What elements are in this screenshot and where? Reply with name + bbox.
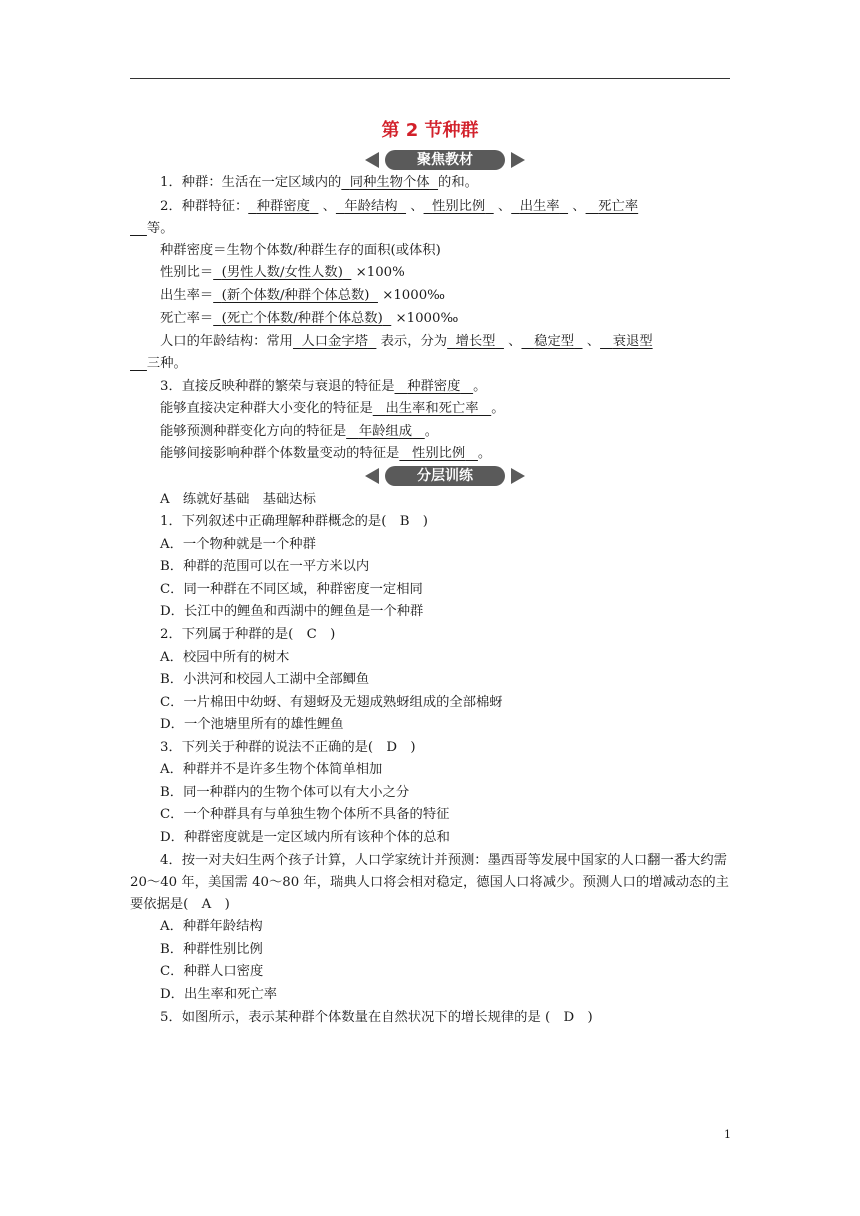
sex-ratio-formula: 性别比＝ (男性人数/女性人数) ×100% [160,265,405,280]
question-2: 2．下列属于种群的是( C ) [160,627,336,642]
blank-answer: 死亡率 [598,199,639,214]
blank-answer: 同种生物个体 [349,175,430,190]
focus-item-3d: 能够间接影响种群个体数量变动的特征是 性别比例 。 [160,446,492,461]
option: C．种群人口密度 [160,964,264,979]
focus-item-3c: 能够预测种群变化方向的特征是 年龄组成 。 [160,424,439,439]
option: D．出生率和死亡率 [160,987,278,1002]
age-structure-line: 人口的年龄结构：常用 人口金字塔 表示，分为 增长型 、 稳定型 、 衰退型 [160,334,653,349]
level-heading: A 练就好基础 基础达标 [160,492,316,507]
focus-item-2: 2．种群特征： 种群密度 、 年龄结构 、 性别比例 、 出生率 、 死亡率 [160,199,639,214]
option: A．校园中所有的树木 [160,650,290,665]
option: D．长江中的鲤鱼和西湖中的鲤鱼是一个种群 [160,604,424,619]
left-arrow-icon [365,152,379,168]
focus-item-1: 1．种群：生活在一定区域内的 同种生物个体 的和。 [160,175,478,190]
birth-rate-formula: 出生率＝ (新个体数/种群个体总数) ×1000‰ [160,288,446,303]
header-rule [130,78,730,79]
right-arrow-icon [511,152,525,168]
banner-label: 分层训练 [385,466,505,486]
blank-answer: 种群密度 [256,199,310,214]
age-structure-cont: 三种。 [146,356,187,371]
blank-answer: 人口金字塔 [301,334,368,349]
option: A．种群年龄结构 [160,919,263,934]
blank-answer: 增长型 [455,334,496,349]
banner-label: 聚焦教材 [385,150,505,170]
blank-answer: 性别比例 [412,446,466,461]
question-3: 3．下列关于种群的说法不正确的是( D ) [160,740,416,755]
left-arrow-icon [365,468,379,484]
option: A．种群并不是许多生物个体简单相加 [160,762,383,777]
blank-answer: 衰退型 [612,334,653,349]
option: C．一个种群具有与单独生物个体所不具备的特征 [160,807,450,822]
blank-answer: 稳定型 [534,334,575,349]
page-number: 1 [724,1128,731,1141]
blank-answer: (男性人数/女性人数) [221,265,343,280]
question-1: 1．下列叙述中正确理解种群概念的是( B ) [160,514,428,529]
blank-answer: (死亡个体数/种群个体总数) [221,311,383,326]
blank-answer: 出生率和死亡率 [385,401,479,416]
density-formula: 种群密度＝生物个体数/种群生存的面积(或体积) [160,243,441,258]
blank-answer: 性别比例 [432,199,486,214]
page-title: 第 2 节种群 [381,120,479,141]
blank-answer: 年龄组成 [358,424,413,439]
focus-item-3b: 能够直接决定种群大小变化的特征是 出生率和死亡率 。 [160,401,505,416]
question-4: 4．按一对夫妇生两个孩子计算，人口学家统计并预测：墨西哥等发展中国家的人口翻一番大约需 20～40 年，美国需 40～80 年，瑞典人口将会相对稳定，德国人口将减少。预测人口的增减动态的主要依据是( A ) [130,853,729,912]
option: D．一个池塘里所有的雄性鲤鱼 [160,717,344,732]
option: A．一个物种就是一个种群 [160,537,316,552]
section-banner-focus [365,150,525,170]
right-arrow-icon [511,468,525,484]
blank-answer: (新个体数/种群个体总数) [221,288,370,303]
option: C．同一种群在不同区域，种群密度一定相同 [160,582,423,597]
option: B．种群的范围可以在一平方米以内 [160,559,370,574]
option: B．种群性别比例 [160,942,263,957]
section-banner-training [365,466,525,486]
focus-item-2-cont: 等。 [146,221,174,236]
focus-item-3: 3．直接反映种群的繁荣与衰退的特征是 种群密度 。 [160,379,487,394]
option: C．一片棉田中幼蚜、有翅蚜及无翅成熟蚜组成的全部棉蚜 [160,695,503,710]
option: D．种群密度就是一定区域内所有该种个体的总和 [160,830,450,845]
question-5: 5．如图所示，表示某种群个体数量在自然状况下的增长规律的是 ( D ) [160,1010,593,1025]
blank-answer: 出生率 [519,199,560,214]
option: B．同一种群内的生物个体可以有大小之分 [160,785,410,800]
option: B．小洪河和校园人工湖中全部鲫鱼 [160,672,370,687]
blank-answer: 种群密度 [407,379,461,394]
blank-answer: 年龄结构 [344,199,398,214]
death-rate-formula: 死亡率＝ (死亡个体数/种群个体总数) ×1000‰ [160,311,459,326]
